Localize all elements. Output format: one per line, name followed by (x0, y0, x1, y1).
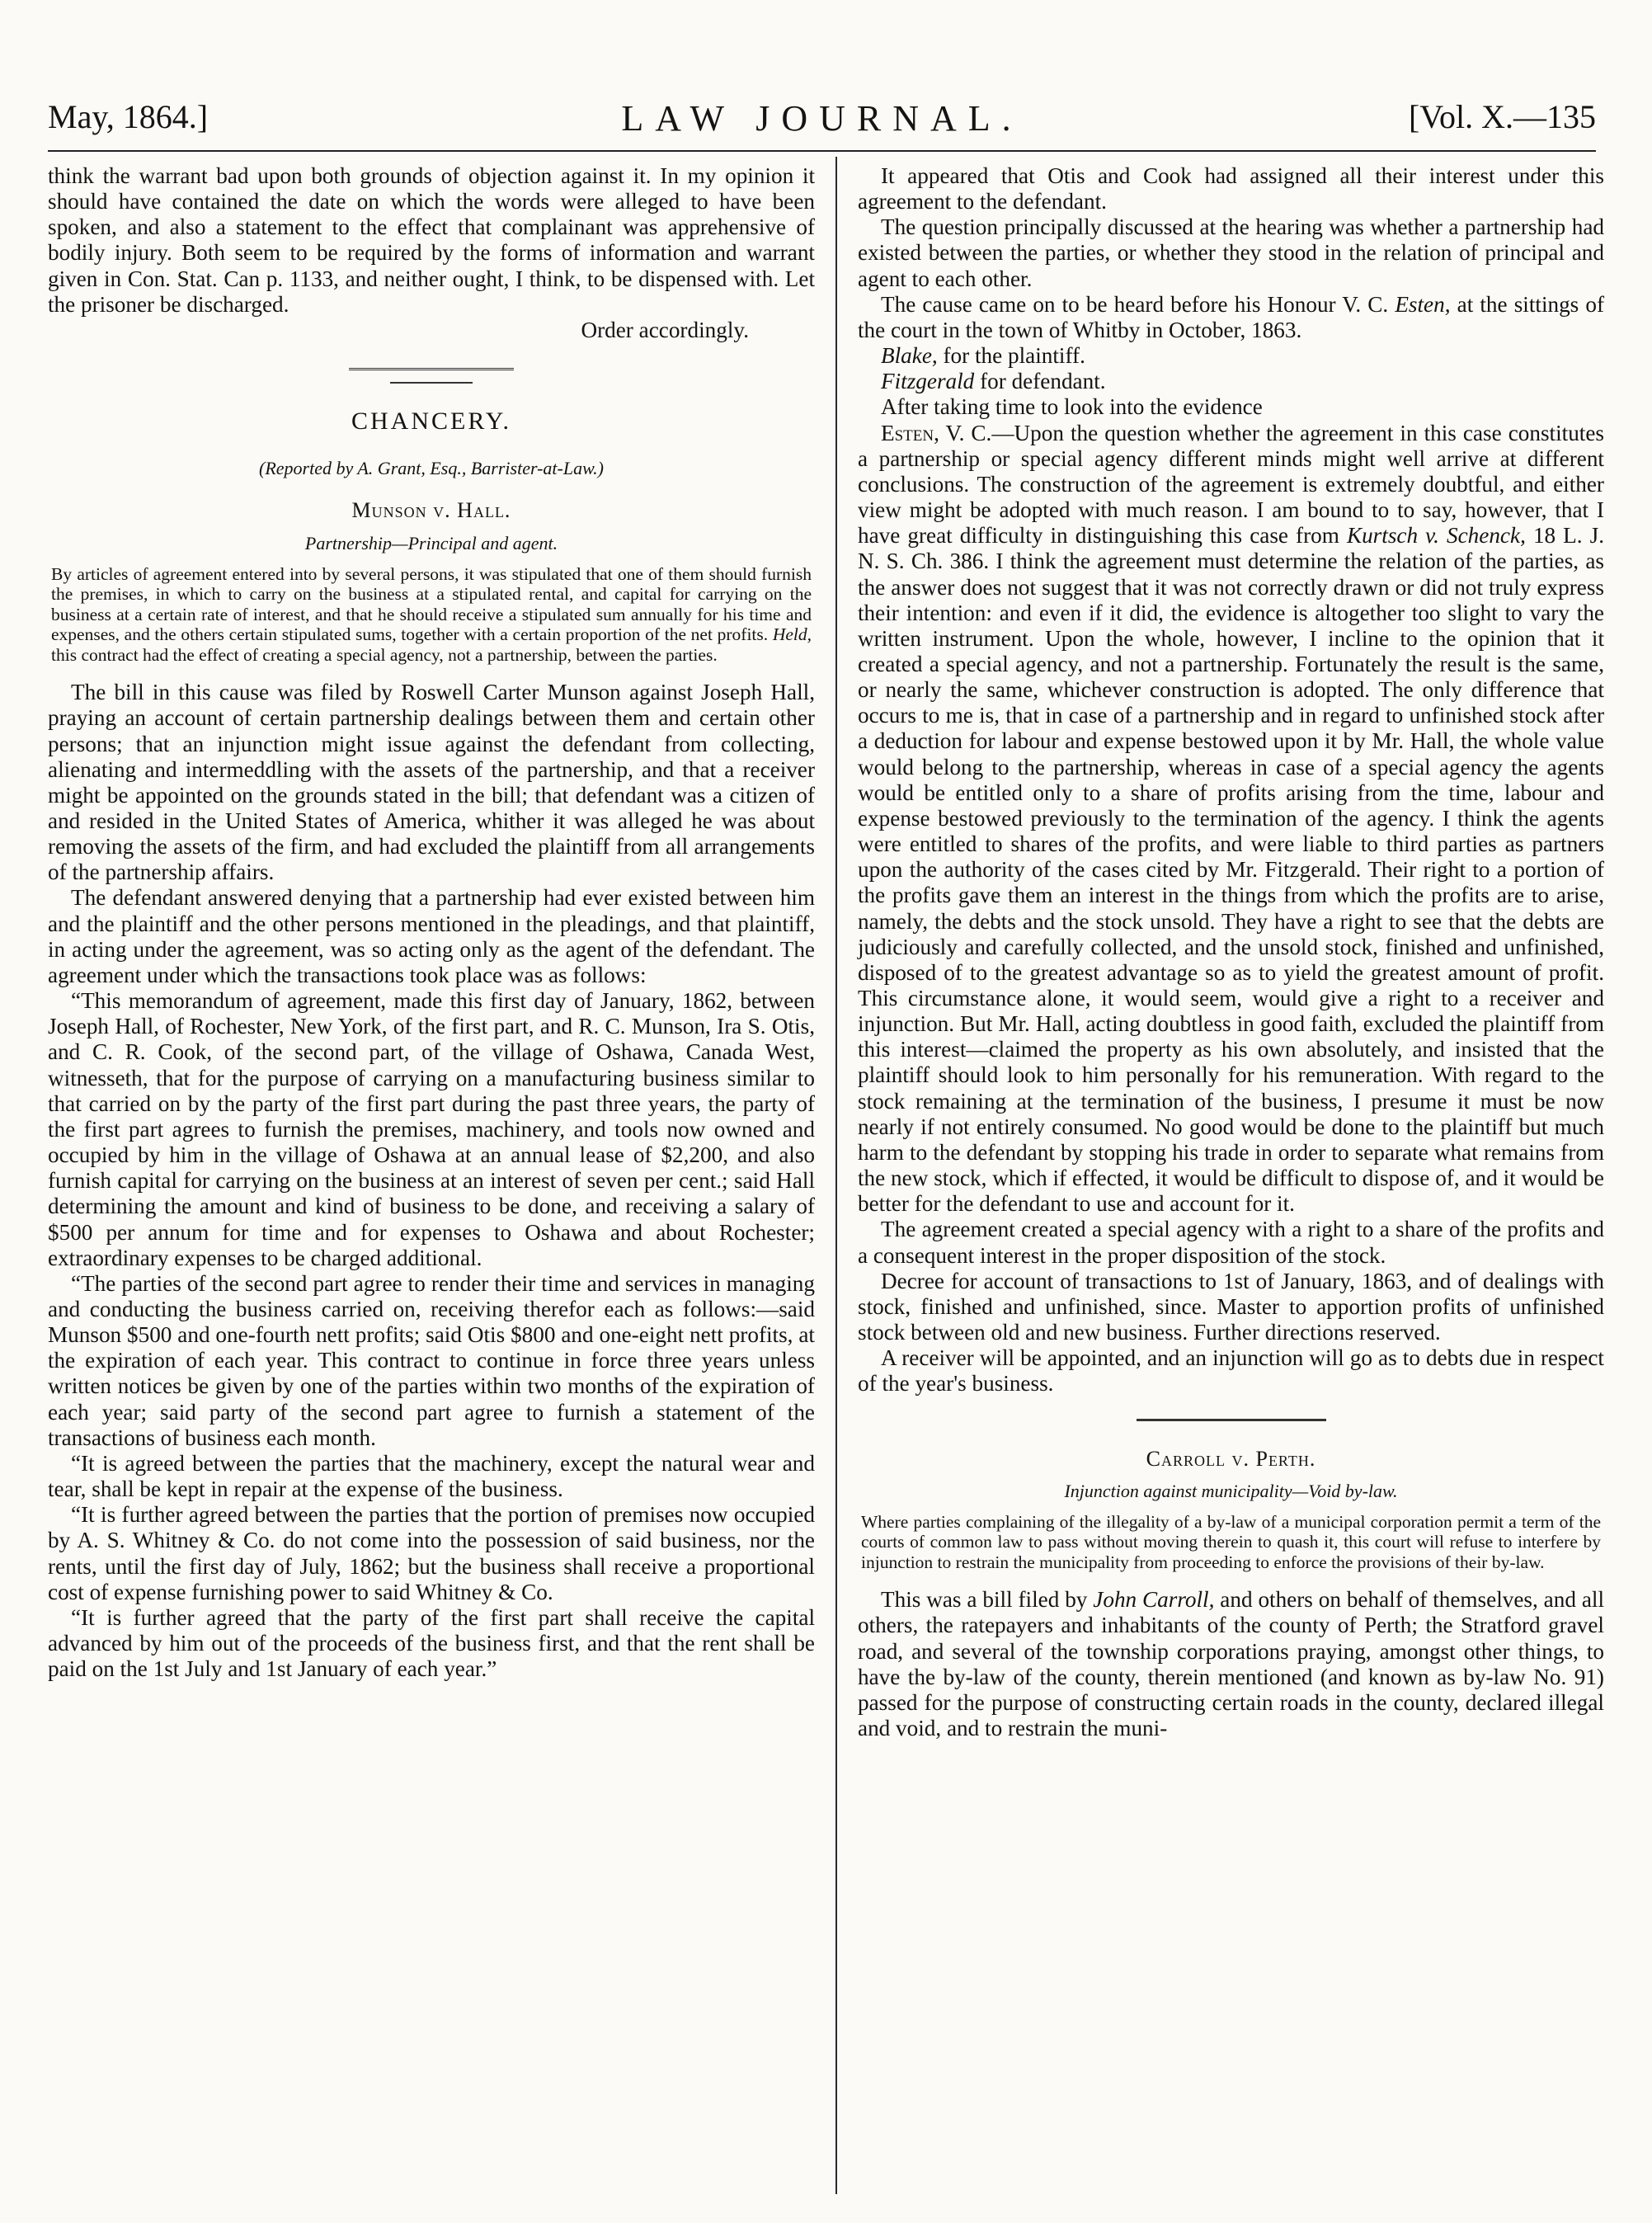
column-divider (835, 157, 837, 2194)
headnote-held: Held, (772, 624, 812, 645)
left-column (48, 163, 815, 1682)
case-subtitle: Partnership—Principal and agent. (304, 532, 558, 553)
section-rule-short (390, 382, 473, 384)
text: This was a bill filed by (881, 1587, 1088, 1613)
quoted-paragraph: “This memorandum of agreement, made this first day of January, 1862, between Joseph Hall, of Rochester, New York, of the first part, and R. C. Munson, Ira S. Otis, and C. R. Cook, of the second part, of the village of Oshawa, Canada West, witnesseth, that for the purpose of carrying on a manufacturing business similar to that carried on by the party of the first part during the past three years, the party of the first part agrees to furnish the premises, machinery, and tools now owned and occupied by him in the village of Oshawa at an annual lease of $2,200, and also furnish capital for carrying on the business at an interest of seven per cent.; said Hall determining the amount and kind of business to be done, and receiving a salary of $500 per annum for time and for expenses to Oshawa and about Rochester; extraordinary expenses to be charged additional. (48, 988, 815, 1270)
headnote-holding: this contract had the effect of creating a special agency, not a partnership, between the parties. (51, 644, 718, 665)
quoted-paragraph: “The parties of the second part agree to render their time and services in managing and conducting the business carried on, receiving therefor each as follows:—said Munson $500 and one-fourth nett profits; said Otis $800 and one-eight nett profits, at the expiration of each year. This contract to continue in force three years unless written notices be given by one of the parties within two months of the expiration of each year; said party of the second part agree to furnish a statement of the transactions of business each month. (48, 1270, 815, 1450)
party-name: John Carroll, (1093, 1587, 1215, 1613)
header-volume-page: [Vol. X.—135 (1408, 98, 1596, 135)
judge-name: Esten, (881, 420, 939, 445)
headnote: Where parties complaining of the illegality of a by-law of a municipal corporation permit a term of the courts of common law to pass without moving therein to quash it, this court will refuse to interfere by injunction to restrain the municipality from proceeding to enforce the provisions of their by-law. (861, 1511, 1601, 1572)
quoted-paragraph: “It is agreed between the parties that the machinery, except the natural wear and tear, shall be kept in repair at the expense of the business. (48, 1450, 815, 1502)
text: 18 L. J. N. S. Ch. 386. I think the agreement must determine the relation of the parties, as the answer does not suggest that it was not correctly drawn or did not truly express their intention: and even if it did, the evidence is altogether too slight to vary the written instrument. Upon the whole, however, I incline to the opinion that it created a special agency, and not a partnership. Fortunately the result is the same, or nearly the same, whichever construction is adopted. The only difference that occurs to me is, that in case of a partnership and in regard to unfinished stock after a deduction for labour and expense bestowed upon it by Mr. Hall, the whole value would belong to the partnership, whereas in case of a special agency the agents would be entitled only to a share of profits arising from the time, labour and expense bestowed previously to the termination of the agency. I think the agents were entitled to shares of the profits, and were liable to third parties as partners upon the authority of the cases cited by Mr. Fitzgerald. Their right to a portion of the profits gave them an interest in the things from which the profits are to arise, namely, the debts and the stock unsold. They have a right to see that the debts are judiciously and carefully collected, and the unsold stock, finished and unfinished, disposed of to the greatest advantage so as to yield the greatest amount of profit. This circumstance alone, it would seem, would give a right to a receiver and injunction. But Mr. Hall, acting doubtless in good faith, excluded the plaintiff from this interest—claimed the property as his own absolutely, and insisted that the plaintiff should look to him personally for his remuneration. With regard to the stock remaining at the termination of the business, I presume it must be now nearly if not entirely consumed. No good would be done to the plaintiff but much harm to the defendant by stopping his trade in order to separate what remains from the new stock, which if effected, it would be difficult to dispose of, and it would be better for the defendant to use and account for it. (858, 523, 1605, 1217)
case-subtitle: Injunction against municipality—Void by-law. (1064, 1480, 1398, 1501)
case-title: Munson v. Hall. (351, 498, 511, 523)
paragraph (858, 292, 1604, 343)
counsel-name: Fitzgerald (881, 369, 975, 394)
order-line: Order accordingly. (581, 317, 749, 342)
text: at the sittings of the court in the town of Whitby in October, 1863. (858, 291, 1605, 342)
paragraph: The agreement created a special agency with a right to a share of the profits and a consequent interest in the proper disposition of the stock. (858, 1217, 1604, 1268)
case-citation: Kurtsch v. Schenck, (1346, 523, 1526, 549)
quoted-paragraph: “It is further agreed between the parties that the portion of premises now occupied by A. S. Whitney & Co. do not come into the possession of said business, nor the rents, until the first day of July, 1862; but the business shall receive a proportional cost of expense furnishing power to said Whitney & Co. (48, 1502, 815, 1604)
section-heading: CHANCERY. (351, 407, 511, 436)
paragraph: A receiver will be appointed, and an injunction will go as to debts due in respect of the year's business. (858, 1345, 1604, 1396)
header-date: May, 1864.] (48, 98, 209, 135)
section-rule (349, 368, 514, 374)
running-header (48, 97, 1596, 142)
text: The cause came on to be heard before his Honour V. C. (881, 291, 1389, 317)
right-column (858, 163, 1604, 1741)
paragraph: After taking time to look into the evidence (881, 394, 1263, 420)
paragraph: The defendant answered denying that a partnership had ever existed between him and the plaintiff and the other persons mentioned in the pleadings, and that plaintiff, in acting under the agreement, was so acting only as the agent of the defendant. The agreement under which the transactions took place was as follows: (48, 885, 815, 987)
counsel-role: for defendant. (980, 369, 1106, 394)
section-rule (1137, 1419, 1326, 1421)
header-rule (48, 150, 1596, 152)
text: and others on behalf of themselves, and all others, the ratepayers and inhabitants of the county of Perth; the Stratford gravel road, and several of the township corporations praying, amongst other things, to have the by-law of the county, therein mentioned (and known as by-law No. 91) passed for the purpose of constructing certain roads in the county, declared illegal and void, and to restrain the muni- (858, 1587, 1604, 1741)
paragraph: think the warrant bad upon both grounds of objection against it. In my opinion it should have contained the date on which the words were alleged to have been spoken, and also a statement to the effect that complainant was apprehensive of bodily injury. Both seem to be required by the forms of information and warrant given in Con. Stat. Can p. 1133, and neither ought, I think, to be dispensed with. Let the prisoner be discharged. (48, 163, 815, 317)
headnote (51, 564, 812, 666)
counsel-line (858, 369, 1604, 394)
judge-name: Esten, (1395, 291, 1451, 317)
text: V. C.—Upon the question whether the agreement in this case constitutes a partnership or special agency different minds might well arrive at different conclusions. The construction of the agreement is extremely doubtful, and either view might be adopted with much reason. I am bound to to say, however, that I have great difficulty in distinguishing this case from (858, 420, 1604, 549)
paragraph: Decree for account of transactions to 1st of January, 1863, and of dealings with stock, finished and unfinished, since. Master to apportion profits of unfinished stock between old and new business. Further directions reserved. (858, 1268, 1604, 1345)
case-title: Carroll v. Perth. (1146, 1446, 1316, 1471)
paragraph (858, 1587, 1604, 1741)
paragraph: The bill in this cause was filed by Roswell Carter Munson against Joseph Hall, praying an account of certain partnership dealings between them and certain other persons; that an injunction might issue against the defendant from collecting, alienating and intermeddling with the assets of the partnership, and that a receiver might be appointed on the grounds stated in the bill; that defendant was a citizen of and resided in the United States of America, whither it was alleged he was about removing the assets of the firm, and had excluded the plaintiff from all arrangements of the partnership affairs. (48, 680, 815, 885)
paragraph: It appeared that Otis and Cook had assigned all their interest under this agreement to the defendant. (858, 163, 1604, 214)
judgment-paragraph (858, 421, 1604, 1217)
reporter-line: (Reported by A. Grant, Esq., Barrister-at-Law.) (259, 458, 604, 479)
counsel-role: for the plaintiff. (943, 343, 1085, 369)
header-journal-title: LAW JOURNAL. (621, 98, 1023, 139)
paragraph: The question principally discussed at the hearing was whether a partnership had existed between the parties, or whether they stood in the relation of principal and agent to each other. (858, 214, 1604, 291)
counsel-name: Blake, (881, 343, 938, 369)
headnote-text: By articles of agreement entered into by several persons, it was stipulated that one of them should furnish the premises, in which to carry on the business at a stipulated rental, and capital for carrying on the business at a certain rate of interest, and that he should receive a stipulated sum annually for his time and expenses, and the others certain stipulated sums, together with a certain proportion of the net profits. (51, 563, 812, 645)
quoted-paragraph: “It is further agreed that the party of the first part shall receive the capital advanced by him out of the proceeds of the business first, and that the rent shall be paid on the 1st July and 1st January of each year.” (48, 1604, 815, 1682)
counsel-line (858, 343, 1604, 369)
